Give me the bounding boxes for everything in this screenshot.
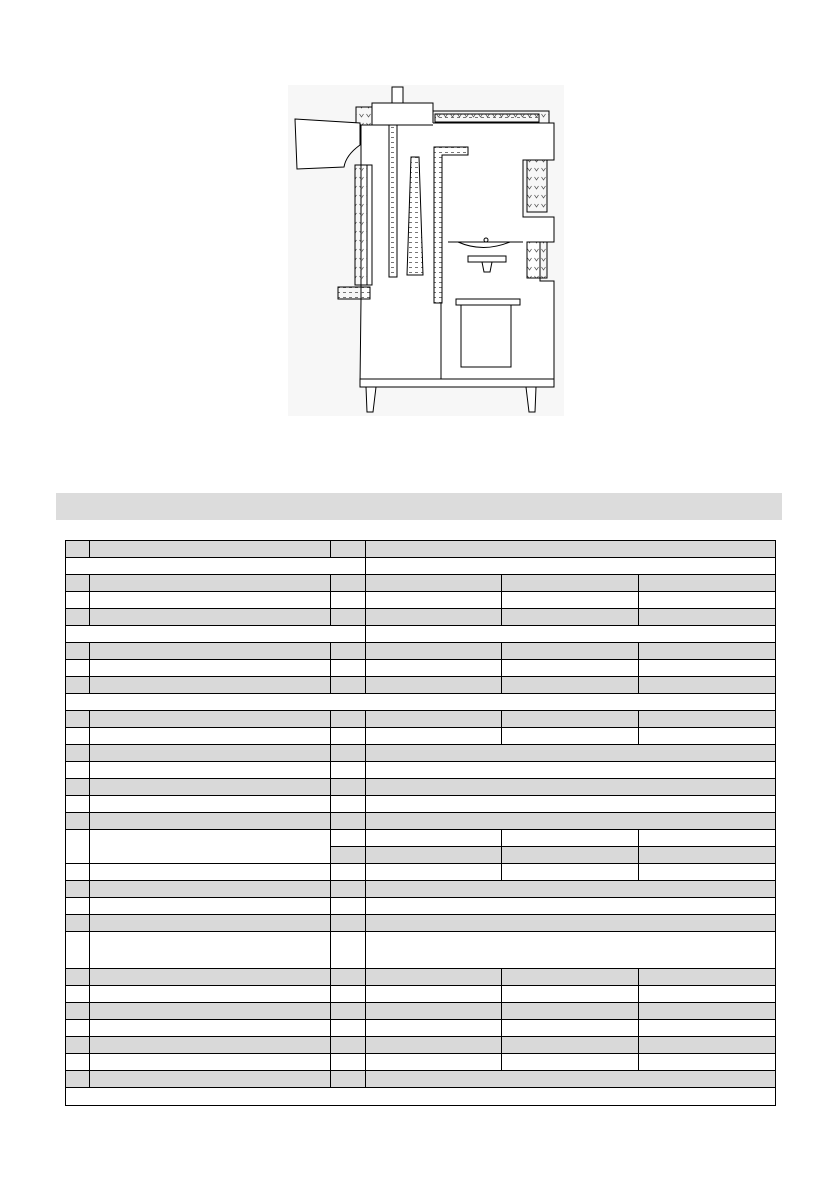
table-row <box>66 969 776 986</box>
table-cell <box>639 677 776 694</box>
table-cell <box>66 986 90 1003</box>
table-row <box>66 813 776 830</box>
table-cell <box>331 711 366 728</box>
table-cell <box>331 762 366 779</box>
table-cell <box>639 609 776 626</box>
table-cell <box>331 932 366 969</box>
table-row <box>66 779 776 796</box>
table-cell <box>366 677 502 694</box>
table-cell <box>66 830 90 864</box>
table-cell <box>331 847 366 864</box>
table-cell <box>639 1003 776 1020</box>
table-cell <box>366 969 502 986</box>
table-cell <box>66 1003 90 1020</box>
table-cell <box>366 898 776 915</box>
table-cell <box>66 969 90 986</box>
table-row <box>66 932 776 969</box>
table-cell <box>639 575 776 592</box>
table-cell <box>502 643 639 660</box>
table-cell <box>331 881 366 898</box>
right-insulation-lower <box>527 242 547 278</box>
table-cell <box>90 1054 331 1071</box>
specification-table <box>65 540 776 1106</box>
table-cell <box>331 592 366 609</box>
table-cell <box>331 779 366 796</box>
table-header-row <box>66 541 776 558</box>
table-cell <box>502 986 639 1003</box>
table-cell <box>366 1020 502 1037</box>
ash-drawer-lid <box>456 299 520 305</box>
table-cell <box>66 745 90 762</box>
top-plate <box>372 103 433 125</box>
table-cell <box>502 1037 639 1054</box>
table-cell <box>331 898 366 915</box>
table-row <box>66 728 776 745</box>
table-cell <box>331 969 366 986</box>
table-cell <box>366 762 776 779</box>
table-cell <box>66 609 90 626</box>
table-row <box>66 1020 776 1037</box>
left-insulation <box>355 165 367 285</box>
table-cell <box>639 711 776 728</box>
table-cell <box>90 711 331 728</box>
base <box>360 379 554 387</box>
table-cell <box>66 592 90 609</box>
table-cell <box>502 1003 639 1020</box>
table-cell <box>90 660 331 677</box>
table-cell <box>331 1054 366 1071</box>
table-cell <box>66 898 90 915</box>
table-cell <box>366 847 502 864</box>
table-cell <box>90 575 331 592</box>
table-cell <box>90 881 331 898</box>
table-cell <box>90 1020 331 1037</box>
table-cell <box>90 643 331 660</box>
table-cell <box>66 626 366 643</box>
table-cell <box>66 881 90 898</box>
table-cell <box>502 677 639 694</box>
table-cell <box>366 643 502 660</box>
table-cell <box>331 1003 366 1020</box>
table-cell <box>66 762 90 779</box>
table-cell <box>639 1037 776 1054</box>
table-cell <box>66 932 90 969</box>
table-cell <box>366 932 776 969</box>
table-cell <box>502 609 639 626</box>
table-cell <box>639 728 776 745</box>
table-cell <box>66 558 366 575</box>
table-row <box>66 864 776 881</box>
table-cell <box>331 575 366 592</box>
table-cell <box>66 728 90 745</box>
ash-drawer <box>461 305 511 367</box>
table-cell <box>639 1020 776 1037</box>
table-cell <box>90 813 331 830</box>
table-cell <box>366 609 502 626</box>
table-cell <box>66 1020 90 1037</box>
table-cell <box>90 864 331 881</box>
table-cell <box>66 1088 776 1106</box>
table-row <box>66 1071 776 1088</box>
table-cell <box>331 1037 366 1054</box>
table-cell <box>90 745 331 762</box>
table-cell <box>366 745 776 762</box>
table-row <box>66 592 776 609</box>
table-cell <box>90 932 331 969</box>
table-cell <box>366 813 776 830</box>
table-cell <box>66 694 776 711</box>
table-cell <box>502 969 639 986</box>
table-cell <box>331 541 366 558</box>
table-cell <box>366 830 502 847</box>
table-cell <box>66 864 90 881</box>
table-cell <box>66 813 90 830</box>
table-row <box>66 660 776 677</box>
table-cell <box>331 728 366 745</box>
table-cell <box>66 643 90 660</box>
table-row <box>66 1088 776 1106</box>
table-cell <box>366 1054 502 1071</box>
table-cell <box>66 779 90 796</box>
table-cell <box>331 864 366 881</box>
table-row <box>66 609 776 626</box>
table-cell <box>366 728 502 745</box>
table-cell <box>639 847 776 864</box>
left-baffle <box>389 125 397 277</box>
table-cell <box>366 660 502 677</box>
table-cell <box>90 1003 331 1020</box>
table-row <box>66 762 776 779</box>
table-row <box>66 677 776 694</box>
table-cell <box>66 541 90 558</box>
table-cell <box>502 592 639 609</box>
table-cell <box>66 660 90 677</box>
table-cell <box>502 830 639 847</box>
table-cell <box>66 796 90 813</box>
table-row <box>66 986 776 1003</box>
flue-collar <box>392 87 403 103</box>
table-cell <box>366 626 776 643</box>
table-row <box>66 1003 776 1020</box>
table-cell <box>639 969 776 986</box>
table-cell <box>90 762 331 779</box>
table-row <box>66 745 776 762</box>
section-heading-bar <box>56 493 782 520</box>
table-cell <box>90 898 331 915</box>
table-row <box>66 881 776 898</box>
table-cell <box>331 643 366 660</box>
table-cell <box>502 660 639 677</box>
table-cell <box>639 864 776 881</box>
table-row <box>66 711 776 728</box>
table-cell <box>90 592 331 609</box>
table-row <box>66 915 776 932</box>
table-cell <box>639 643 776 660</box>
table-row <box>66 1037 776 1054</box>
table-cell <box>366 558 776 575</box>
table-cell <box>90 796 331 813</box>
table-cell <box>639 830 776 847</box>
table-cell <box>502 1054 639 1071</box>
table-cell <box>90 969 331 986</box>
table-cell <box>66 1054 90 1071</box>
table-cell <box>331 813 366 830</box>
table-cell <box>331 677 366 694</box>
table-cell <box>366 986 502 1003</box>
table-cell <box>66 575 90 592</box>
table-cell <box>331 796 366 813</box>
table-cell <box>366 796 776 813</box>
table-cell <box>366 711 502 728</box>
table-cell <box>90 986 331 1003</box>
table-cell <box>331 609 366 626</box>
table-cell <box>331 915 366 932</box>
table-cell <box>639 986 776 1003</box>
table-cell <box>66 1071 90 1088</box>
table-cell <box>90 541 331 558</box>
table-cell <box>639 1054 776 1071</box>
table-cell <box>90 915 331 932</box>
table-row <box>66 1054 776 1071</box>
table-cell <box>331 1071 366 1088</box>
table-row <box>66 694 776 711</box>
table-cell <box>90 1071 331 1088</box>
table-cell <box>502 728 639 745</box>
table-row <box>66 830 776 847</box>
table-cell <box>331 745 366 762</box>
table-cell <box>502 864 639 881</box>
table-cell <box>366 1037 502 1054</box>
table-cell <box>66 1037 90 1054</box>
table-cell <box>502 1020 639 1037</box>
table-cell <box>66 915 90 932</box>
table-cell <box>366 1071 776 1088</box>
table-row <box>66 643 776 660</box>
table-cell <box>366 915 776 932</box>
table-cell <box>66 677 90 694</box>
table-cell <box>90 677 331 694</box>
table-cell <box>639 592 776 609</box>
table-cell <box>90 728 331 745</box>
table-cell <box>66 711 90 728</box>
table-cell <box>90 830 331 864</box>
table-cell <box>366 881 776 898</box>
table-cell <box>90 779 331 796</box>
table-cell <box>366 864 502 881</box>
table-cell <box>366 779 776 796</box>
table-cell <box>331 660 366 677</box>
table-row <box>66 626 776 643</box>
table-cell <box>366 1003 502 1020</box>
right-insulation-upper <box>527 160 547 212</box>
table-cell <box>366 575 502 592</box>
table-cell <box>90 1037 331 1054</box>
stove-cross-section-drawing <box>288 85 564 416</box>
table-cell <box>502 575 639 592</box>
table-cell <box>366 541 776 558</box>
table-cell <box>331 986 366 1003</box>
table-cell <box>331 830 366 847</box>
table-row <box>66 575 776 592</box>
table-cell <box>502 847 639 864</box>
table-cell <box>90 609 331 626</box>
table-cell <box>366 592 502 609</box>
table-row <box>66 558 776 575</box>
table-cell <box>639 660 776 677</box>
table-row <box>66 898 776 915</box>
table-cell <box>331 1020 366 1037</box>
table-cell <box>502 711 639 728</box>
table-row <box>66 796 776 813</box>
